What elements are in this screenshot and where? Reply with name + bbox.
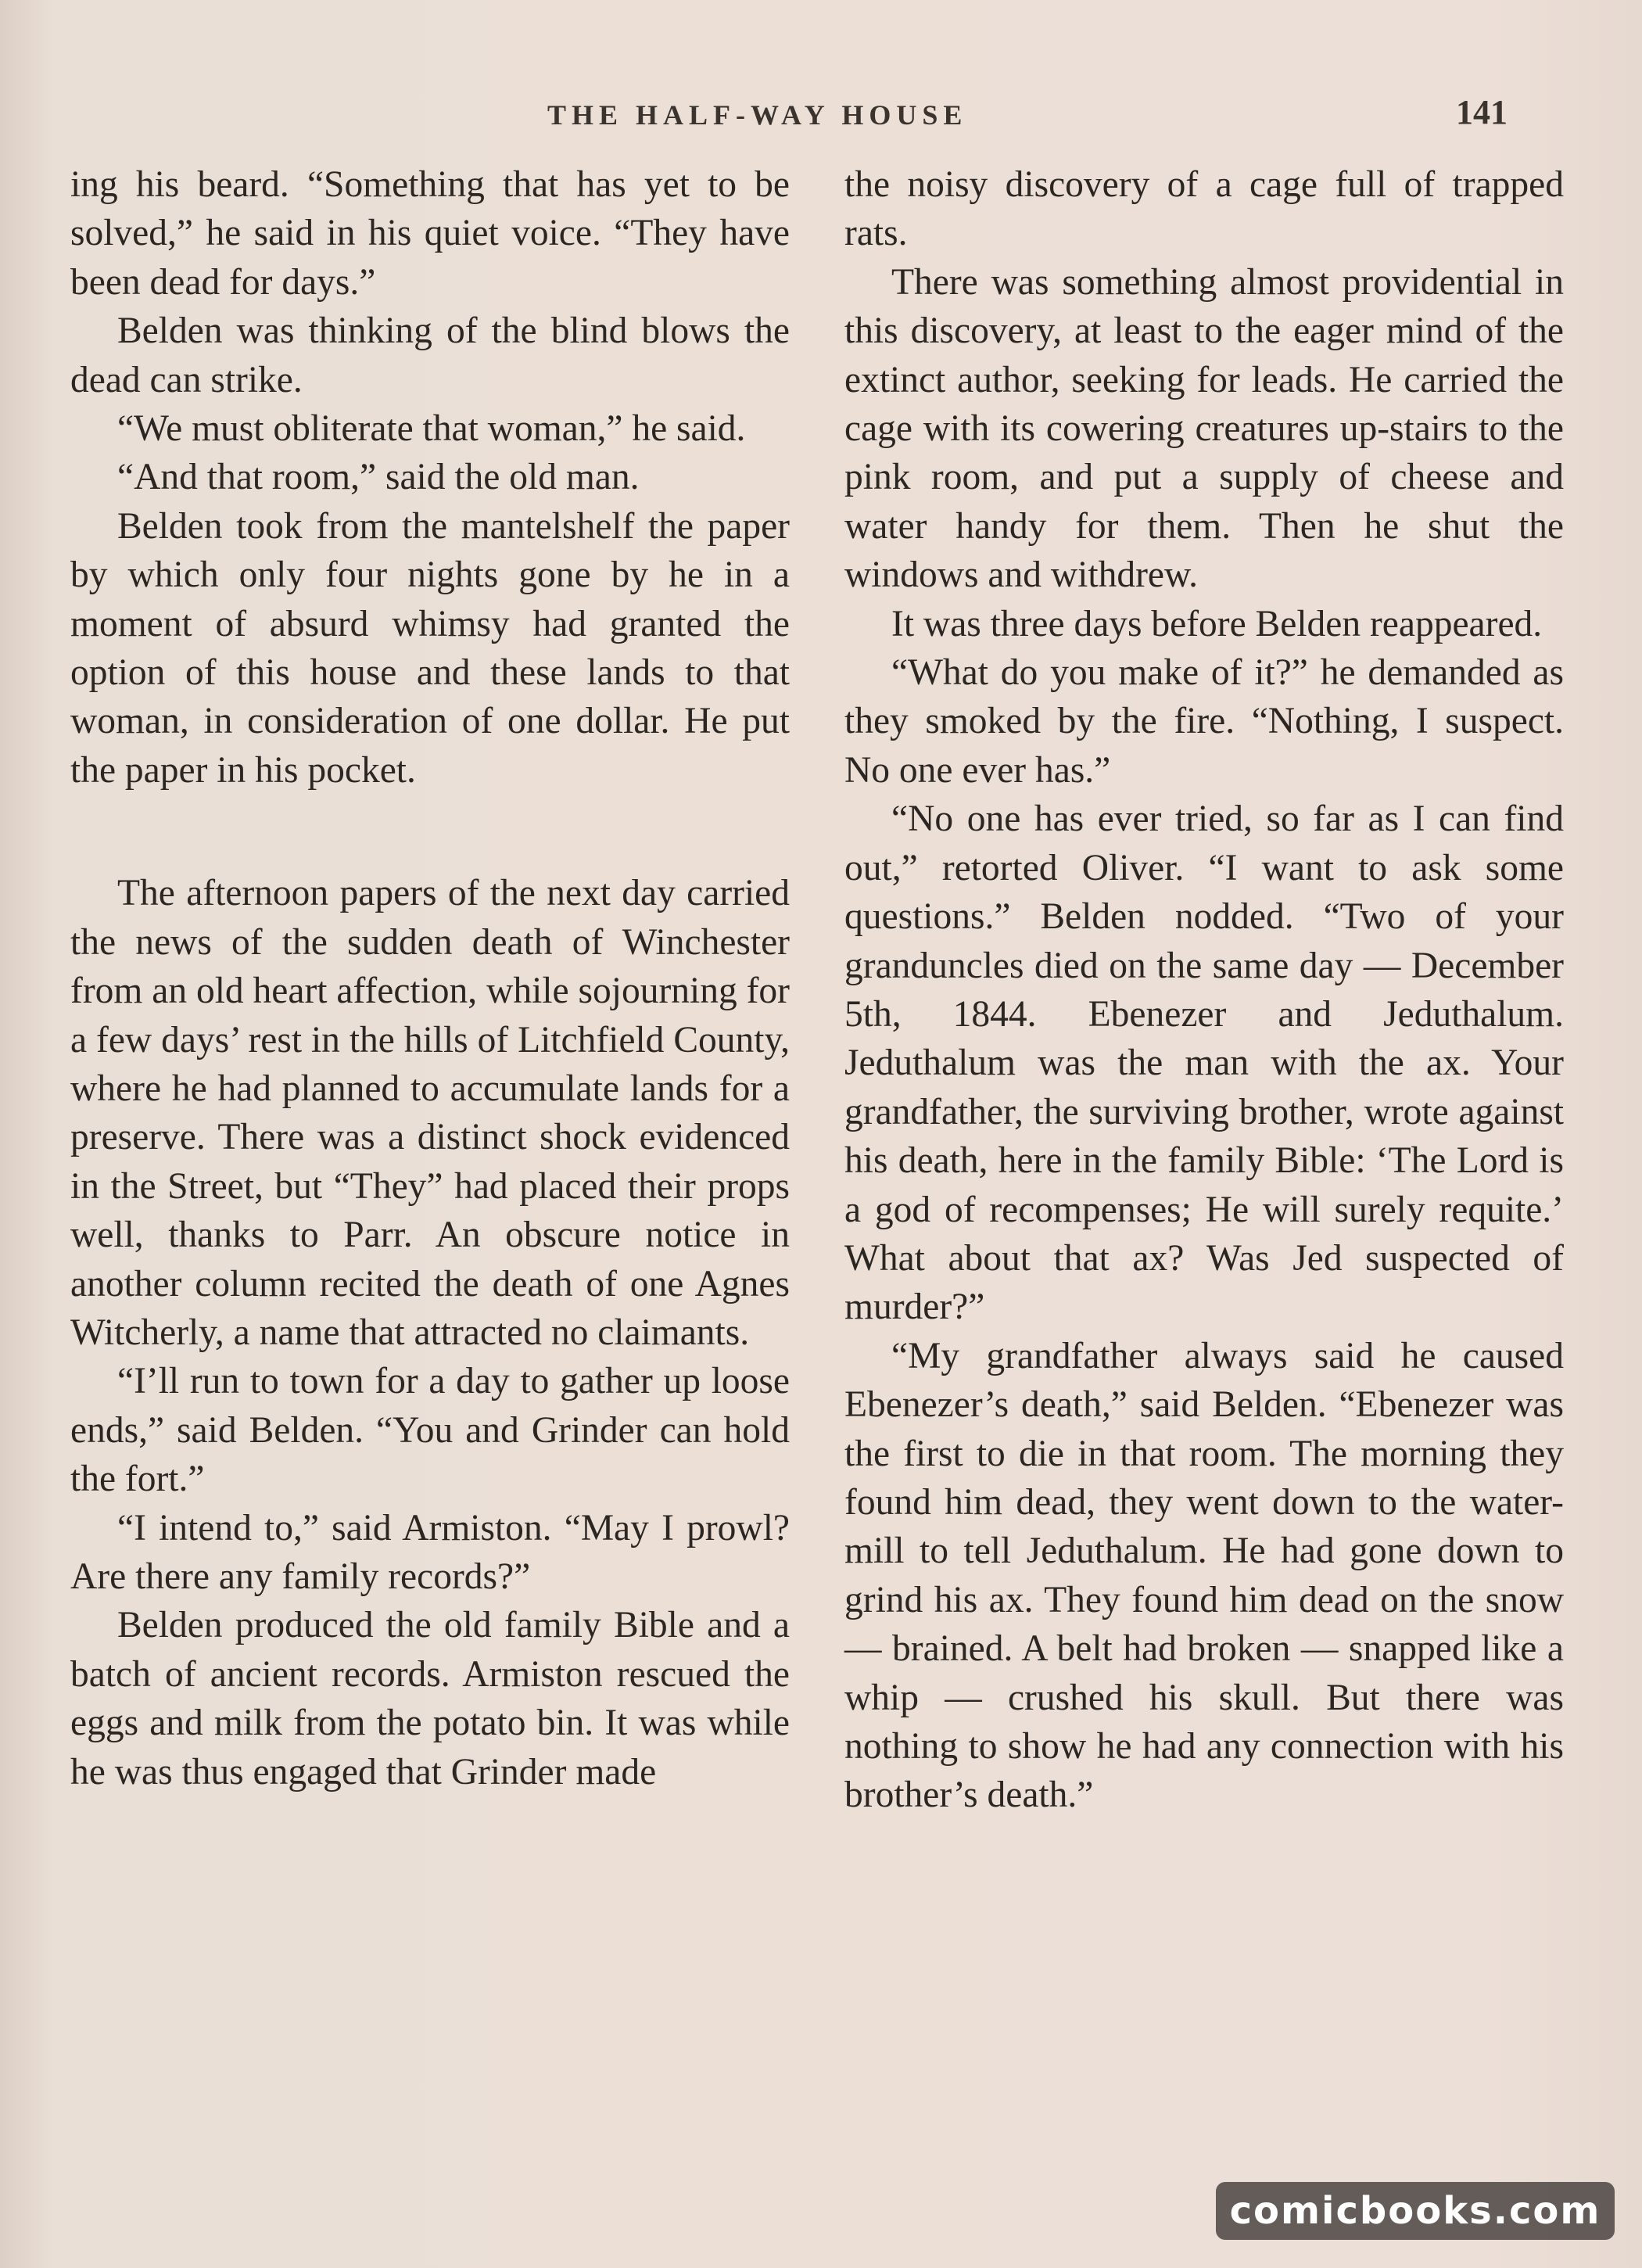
paragraph: “What do you make of it?” he demanded as they smoked by the fire. “Nothing, I suspect. No one ever has.” xyxy=(844,652,1564,791)
left-column xyxy=(70,160,790,1796)
paragraph: “No one has ever tried, so far as I can find out,” retorted Oliver. “I want to ask some questions.” Belden nodded. “Two of your granduncles died on the same day — December 5th, 1844. Ebenezer and Jeduthalum. Jeduthalum was the man with the ax. Your grandfather, the surviving brother, wrote against his death, here in the family Bible: ‘The Lord is a god of recompenses; He will surely requite.’ What about that ax? Was Jed suspected of murder?” xyxy=(844,798,1564,1328)
paragraph: “We must obliterate that woman,” he said. xyxy=(117,408,746,450)
paragraph: ing his beard. “Something that has yet to be solved,” he said in his quiet voice. “They have been dead for days.” xyxy=(70,164,790,303)
paragraph: “I intend to,” said Armiston. “May I prowl? Are there any family records?” xyxy=(70,1507,790,1597)
section-break xyxy=(70,795,790,869)
paragraph: The afternoon papers of the next day carried the news of the sudden death of Winchester from an old heart affection, while sojourning for a few days’ rest in the hills of Litchfield County, where he had planned to accumulate lands for a preserve. There was a distinct shock evidenced in the Street, but “They” had placed their props well, thanks to Parr. An obscure notice in another column recited the death of one Agnes Witcherly, a name that attracted no claimants. xyxy=(70,873,790,1353)
paragraph: “And that room,” said the old man. xyxy=(117,457,640,498)
paragraph: “I’ll run to town for a day to gather up loose ends,” said Belden. “You and Grinder can hold the fort.” xyxy=(70,1361,790,1500)
page-number: 141 xyxy=(1456,93,1508,131)
paragraph: the noisy discovery of a cage full of trapped rats. xyxy=(844,164,1564,254)
paragraph: It was three days before Belden reappeared. xyxy=(891,603,1543,644)
paragraph: “My grandfather always said he caused Ebenezer’s death,” said Belden. “Ebenezer was the first to die in that room. The morning they found him dead, they went down to the water-mill to tell Jeduthalum. He had gone down to grind his ax. They found him dead on the snow — brained. A belt had broken — snapped like a whip — crushed his skull. But there was nothing to show he had any connection with his brother’s death.” xyxy=(844,1335,1564,1816)
running-head: THE HALF-WAY HOUSE xyxy=(547,99,968,131)
page-header xyxy=(0,92,1642,147)
paragraph: There was something almost providential in this discovery, at least to the eager mind of the extinct author, seeking for leads. He carried the cage with its cowering creatures up-stairs to the pink room, and put a supply of cheese and water handy for them. Then he shut the windows and withdrew. xyxy=(844,261,1564,596)
right-column xyxy=(844,160,1564,1820)
paragraph: Belden was thinking of the blind blows the dead can strike. xyxy=(70,310,790,400)
paragraph: Belden produced the old family Bible and a batch of ancient records. Armiston rescued the eggs and milk from the potato bin. It was while he was thus engaged that Grinder made xyxy=(70,1605,790,1793)
watermark-logo: comicbooks.com xyxy=(1216,2182,1615,2240)
paragraph: Belden took from the mantelshelf the paper by which only four nights gone by he in a moment of absurd whimsy had granted the option of this house and these lands to that woman, in consideration of one dollar. He put the paper in his pocket. xyxy=(70,505,790,791)
